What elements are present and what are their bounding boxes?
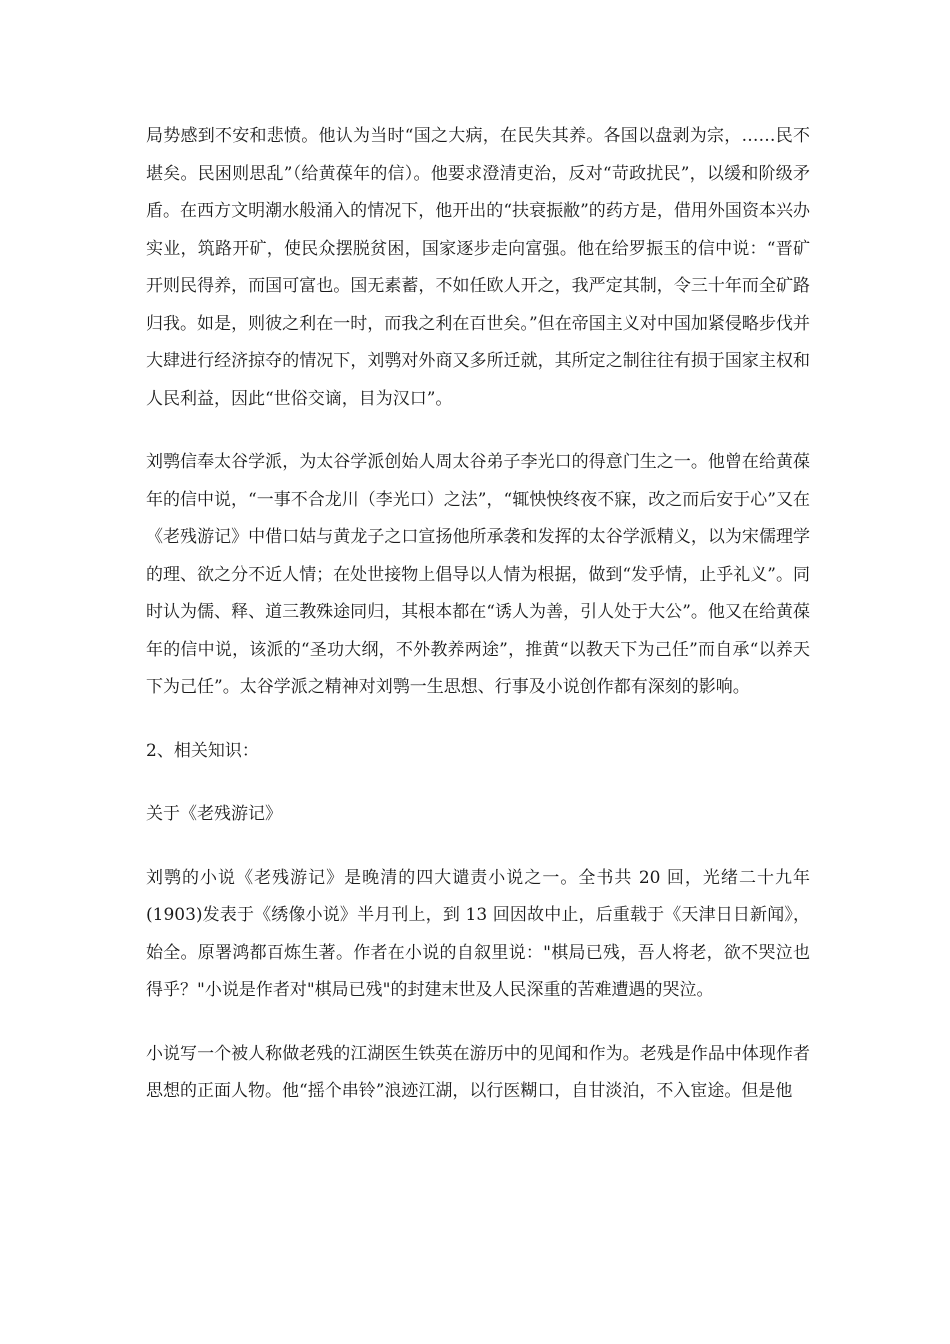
paragraph-taigu-school: 刘鹗信奉太谷学派，为太谷学派创始人周太谷弟子李光口的得意门生之一。他曾在给黄葆年的信中说，“一事不合龙川（李光口）之法”，“辄怏怏终夜不寐，改之而后安于心”又在《老残游记》中借口姑与黄龙子之口宣扬他所承袭和发挥的太谷学派精义，以为宋儒理学的理、欲之分不近人情；在处世接物上倡导以人情为根据，做到“发乎情，止乎礼义”。同时认为儒、释、道三教殊途同归，其根本都在“诱人为善，引人处于大公”。他又在给黄葆年的信中说，该派的“圣功大纲，不外教养两途”，推黄“以教天下为己任”而自承“以养天下为己任”。太谷学派之精神对刘鹗一生思想、行事及小说创作都有深刻的影响。	[146, 452, 810, 697]
paragraph-novel-overview: 刘鹗的小说《老残游记》是晚清的四大谴责小说之一。全书共 20 回，光绪二十九年(1903)发表于《绣像小说》半月刊上，到 13 回因故中止，后重载于《天津日日新闻》，始全。原署鸿都百炼生著。作者在小说的自叙里说："棋局已残，吾人将老，欲不哭泣也得乎？"小说是作者对"棋局已残"的封建末世及人民深重的苦难遭遇的哭泣。	[146, 867, 810, 1000]
paragraph-novel-plot: 小说写一个被人称做老残的江湖医生铁英在游历中的见闻和作为。老残是作品中体现作者思想的正面人物。他“摇个串铃”浪迹江湖，以行医糊口，自甘淡泊，不入宦途。但是他	[146, 1043, 810, 1101]
subheading-about-novel: 关于《老残游记》	[146, 804, 282, 824]
document-body	[146, 118, 810, 1111]
paragraph-political-views: 局势感到不安和悲愤。他认为当时“国之大病，在民失其养。各国以盘剥为宗，……民不堪矣。民困则思乱”（给黄葆年的信）。他要求澄清吏治，反对“苛政扰民”，以缓和阶级矛盾。在西方文明潮水般涌入的情况下，他开出的“扶衰振敝”的药方是，借用外国资本兴办实业，筑路开矿，使民众摆脱贫困，国家逐步走向富强。他在给罗振玉的信中说：“晋矿开则民得养，而国可富也。国无素蓄，不如任欧人开之，我严定其制，令三十年而全矿路归我。如是，则彼之利在一时，而我之利在百世矣。”但在帝国主义对中国加紧侵略步伐并大肆进行经济掠夺的情况下，刘鹗对外商又多所迁就，其所定之制往往有损于国家主权和人民利益，因此“世俗交谪，目为汉口”。	[146, 126, 810, 409]
section-heading-related-knowledge: 2、相关知识：	[146, 740, 259, 761]
